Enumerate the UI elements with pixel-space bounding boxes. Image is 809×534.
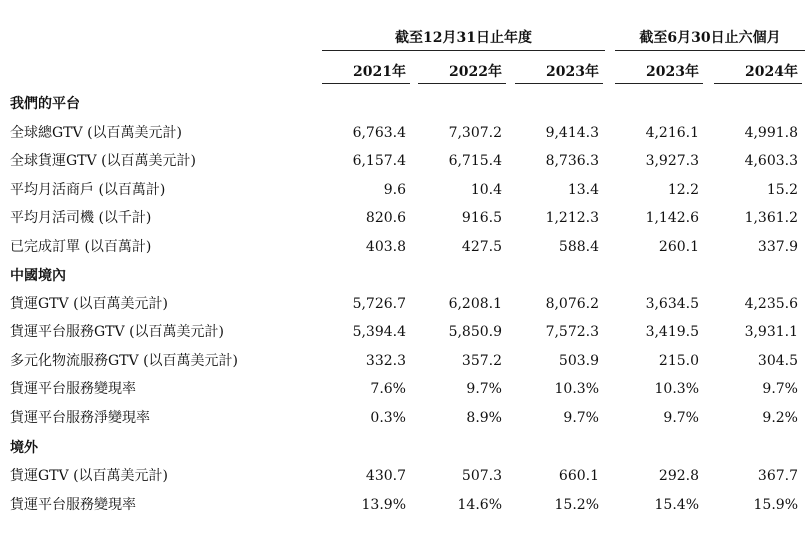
table-cell: 4,603.3 bbox=[744, 153, 798, 169]
table-cell: 6,208.1 bbox=[448, 296, 502, 312]
table-row bbox=[0, 462, 809, 490]
table-cell: 332.3 bbox=[365, 353, 406, 369]
table-cell: 9.7% bbox=[563, 410, 599, 426]
table-cell: 4,235.6 bbox=[744, 296, 798, 312]
table-row bbox=[0, 318, 809, 346]
table-row bbox=[0, 290, 809, 318]
table-cell: 304.5 bbox=[757, 353, 798, 369]
table-row bbox=[0, 347, 809, 375]
table-cell: 337.9 bbox=[757, 239, 798, 255]
row-label: 已完成訂單 (以百萬計) bbox=[10, 239, 152, 255]
row-label: 貨運平台服務變現率 bbox=[10, 381, 136, 397]
year-header: 2021年 bbox=[322, 62, 410, 84]
table-cell: 4,216.1 bbox=[645, 125, 699, 141]
table-cell: 367.7 bbox=[757, 468, 798, 484]
table-cell: 10.3% bbox=[654, 381, 699, 397]
table-cell: 1,142.6 bbox=[645, 210, 699, 226]
table-row bbox=[0, 375, 809, 403]
table-cell: 9,414.3 bbox=[545, 125, 599, 141]
table-cell: 9.2% bbox=[762, 410, 798, 426]
table-cell: 357.2 bbox=[461, 353, 502, 369]
table-cell: 916.5 bbox=[461, 210, 502, 226]
table-row bbox=[0, 404, 809, 432]
row-label: 貨運GTV (以百萬美元計) bbox=[10, 296, 169, 312]
table-row bbox=[0, 491, 809, 519]
row-label: 多元化物流服務GTV (以百萬美元計) bbox=[10, 353, 239, 369]
table-row bbox=[0, 147, 809, 175]
row-label: 貨運平台服務淨變現率 bbox=[10, 410, 150, 426]
table-cell: 9.7% bbox=[663, 410, 699, 426]
table-cell: 0.3% bbox=[370, 410, 406, 426]
table-cell: 9.7% bbox=[466, 381, 502, 397]
header-six-months: 截至6月30日止六個月 bbox=[615, 28, 805, 51]
table-cell: 660.1 bbox=[558, 468, 599, 484]
table-cell: 3,419.5 bbox=[645, 324, 699, 340]
table-cell: 503.9 bbox=[558, 353, 599, 369]
table-cell: 12.2 bbox=[667, 182, 699, 198]
year-header: 2024年 bbox=[714, 62, 802, 84]
table-row bbox=[0, 119, 809, 147]
table-cell: 1,212.3 bbox=[545, 210, 599, 226]
table-row bbox=[0, 176, 809, 204]
table-cell: 5,850.9 bbox=[448, 324, 502, 340]
table-cell: 9.7% bbox=[762, 381, 798, 397]
section-title-our-platform: 我們的平台 bbox=[10, 96, 80, 112]
table-cell: 427.5 bbox=[461, 239, 502, 255]
table-cell: 15.2 bbox=[766, 182, 798, 198]
table-cell: 3,927.3 bbox=[645, 153, 699, 169]
table-cell: 820.6 bbox=[365, 210, 406, 226]
row-label: 貨運平台服務變現率 bbox=[10, 497, 136, 513]
year-header: 2023年 bbox=[515, 62, 603, 84]
table-cell: 5,394.4 bbox=[352, 324, 406, 340]
section-title-overseas: 境外 bbox=[10, 440, 38, 456]
table-cell: 6,715.4 bbox=[448, 153, 502, 169]
table-cell: 15.4% bbox=[654, 497, 699, 513]
table-cell: 13.9% bbox=[361, 497, 406, 513]
table-row bbox=[0, 233, 809, 261]
table-cell: 7.6% bbox=[370, 381, 406, 397]
table-cell: 14.6% bbox=[457, 497, 502, 513]
header-year-ended: 截至12月31日止年度 bbox=[322, 28, 605, 51]
table-cell: 292.8 bbox=[658, 468, 699, 484]
table-cell: 8,736.3 bbox=[545, 153, 599, 169]
table-cell: 3,634.5 bbox=[645, 296, 699, 312]
table-cell: 8,076.2 bbox=[545, 296, 599, 312]
table-cell: 430.7 bbox=[365, 468, 406, 484]
table-cell: 260.1 bbox=[658, 239, 699, 255]
table-cell: 5,726.7 bbox=[352, 296, 406, 312]
row-label: 全球總GTV (以百萬美元計) bbox=[10, 125, 183, 141]
table-cell: 15.2% bbox=[554, 497, 599, 513]
table-cell: 4,991.8 bbox=[744, 125, 798, 141]
table-cell: 7,307.2 bbox=[448, 125, 502, 141]
table-cell: 403.8 bbox=[365, 239, 406, 255]
table-cell: 215.0 bbox=[658, 353, 699, 369]
year-header: 2022年 bbox=[418, 62, 506, 84]
table-cell: 9.6 bbox=[383, 182, 406, 198]
table-cell: 588.4 bbox=[558, 239, 599, 255]
table-cell: 13.4 bbox=[567, 182, 599, 198]
table-cell: 10.4 bbox=[470, 182, 502, 198]
year-header: 2023年 bbox=[615, 62, 703, 84]
row-label: 貨運平台服務GTV (以百萬美元計) bbox=[10, 324, 225, 340]
row-label: 貨運GTV (以百萬美元計) bbox=[10, 468, 169, 484]
row-label: 平均月活司機 (以千計) bbox=[10, 210, 152, 226]
table-cell: 15.9% bbox=[753, 497, 798, 513]
table-cell: 507.3 bbox=[461, 468, 502, 484]
table-cell: 10.3% bbox=[554, 381, 599, 397]
table-row bbox=[0, 204, 809, 232]
row-label: 平均月活商戶 (以百萬計) bbox=[10, 182, 166, 198]
table-cell: 7,572.3 bbox=[545, 324, 599, 340]
table-cell: 6,157.4 bbox=[352, 153, 406, 169]
row-label: 全球貨運GTV (以百萬美元計) bbox=[10, 153, 197, 169]
table-cell: 6,763.4 bbox=[352, 125, 406, 141]
table-cell: 3,931.1 bbox=[744, 324, 798, 340]
section-title-china: 中國境內 bbox=[10, 268, 66, 284]
table-cell: 8.9% bbox=[466, 410, 502, 426]
table-cell: 1,361.2 bbox=[744, 210, 798, 226]
